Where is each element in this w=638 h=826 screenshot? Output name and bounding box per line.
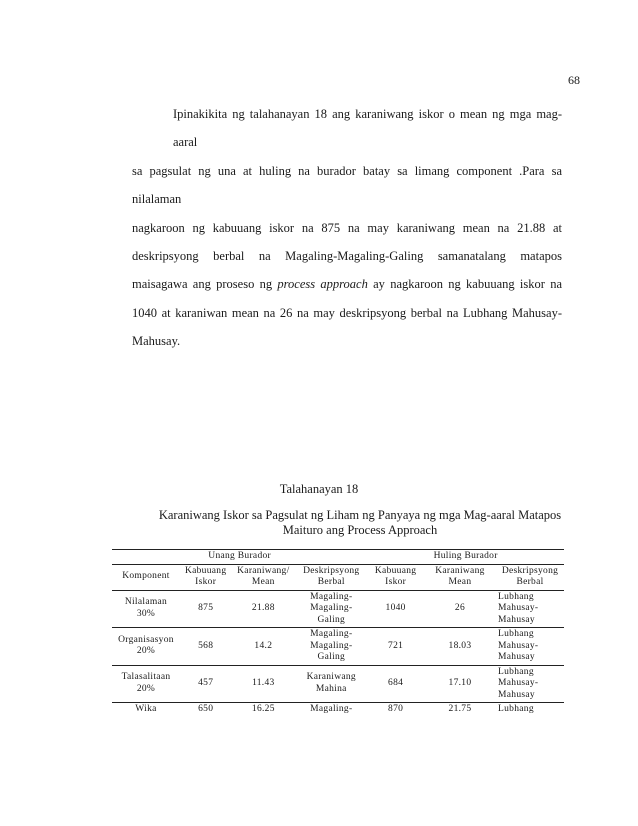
paragraph-line: nagkaroon ng kabuuang iskor na 875 na may karaniwang mean na 21.88 at	[132, 220, 562, 235]
cell-kabuuang-2: 870	[367, 703, 424, 717]
cell-mean-1: 16.25	[231, 703, 295, 717]
cell-desc-2: Lubhang Mahusay- Mahusay	[496, 665, 564, 703]
score-table	[112, 549, 564, 717]
cell-desc-1: Magaling- Magaling- Galing	[295, 590, 367, 628]
paragraph-line: 1040 at karaniwan mean na 26 na may deskripsyong berbal na Lubhang Mahusay-	[132, 305, 562, 320]
cell-kabuuang-1: 457	[180, 665, 231, 703]
table-caption	[150, 508, 570, 538]
cell-kabuuang-2: 721	[367, 628, 424, 666]
cell-mean-1: 21.88	[231, 590, 295, 628]
body-paragraph	[132, 100, 562, 356]
paragraph-emphasis: process approach	[277, 277, 368, 292]
cell-desc-2: Lubhang	[496, 703, 564, 717]
cell-desc-1: Magaling-	[295, 703, 367, 717]
table-row	[112, 628, 564, 666]
caption-line: Karaniwang Iskor sa Pagsulat ng Liham ng Panyaya ng mga Mag-aaral Matapos	[158, 508, 562, 522]
paragraph-line: Ipinakikita ng talahanayan 18 ang karaniwang iskor o mean ng mga mag-aaral	[173, 107, 562, 150]
cell-mean-2: 18.03	[424, 628, 496, 666]
cell-kabuuang-2: 1040	[367, 590, 424, 628]
paragraph-line: deskripsyong berbal na Magaling-Magaling-Galing samanatalang matapos	[132, 249, 562, 264]
cell-desc-1: Karaniwang Mahina	[295, 665, 367, 703]
cell-mean-2: 26	[424, 590, 496, 628]
paragraph-line: Mahusay.	[132, 334, 181, 349]
col-header-komponent: Komponent	[112, 564, 180, 590]
cell-desc-1: Magaling- Magaling- Galing	[295, 628, 367, 666]
col-header-mean-2: Karaniwang Mean	[424, 564, 496, 590]
paragraph-text: ay nagkaroon ng kabuuang iskor na	[367, 277, 562, 292]
cell-komponent: Talasalitaan 20%	[112, 665, 180, 703]
col-header-desc-1: Deskripsyong Berbal	[295, 564, 367, 590]
cell-kabuuang-2: 684	[367, 665, 424, 703]
caption-line: Maituro ang Process Approach	[282, 523, 438, 537]
table-row	[112, 590, 564, 628]
cell-mean-2: 17.10	[424, 665, 496, 703]
col-header-kabuuang-2: Kabuuang Iskor	[367, 564, 424, 590]
table-row	[112, 703, 564, 717]
col-header-kabuuang-1: Kabuuang Iskor	[180, 564, 231, 590]
table-title: Talahanayan 18	[279, 482, 359, 496]
group-header-unang: Unang Burador	[112, 550, 367, 565]
column-header-row	[112, 564, 564, 590]
cell-mean-1: 11.43	[231, 665, 295, 703]
group-header-row	[112, 550, 564, 565]
cell-komponent: Wika	[112, 703, 180, 717]
cell-desc-2: Lubhang Mahusay- Mahusay	[496, 628, 564, 666]
cell-komponent: Nilalaman 30%	[112, 590, 180, 628]
cell-kabuuang-1: 568	[180, 628, 231, 666]
cell-mean-1: 14.2	[231, 628, 295, 666]
group-header-huling: Huling Burador	[367, 550, 564, 565]
col-header-mean-1: Karaniwang/ Mean	[231, 564, 295, 590]
page-number: 68	[568, 73, 580, 87]
cell-mean-2: 21.75	[424, 703, 496, 717]
cell-kabuuang-1: 650	[180, 703, 231, 717]
paragraph-text: maisagawa ang proseso ng	[132, 277, 278, 292]
table-row	[112, 665, 564, 703]
cell-kabuuang-1: 875	[180, 590, 231, 628]
col-header-desc-2: Deskripsyong Berbal	[496, 564, 564, 590]
paragraph-line	[132, 270, 562, 298]
cell-komponent: Organisasyon 20%	[112, 628, 180, 666]
paragraph-line: sa pagsulat ng una at huling na burador batay sa limang component .Para sa nilalaman	[132, 163, 562, 207]
cell-desc-2: Lubhang Mahusay- Mahusay	[496, 590, 564, 628]
